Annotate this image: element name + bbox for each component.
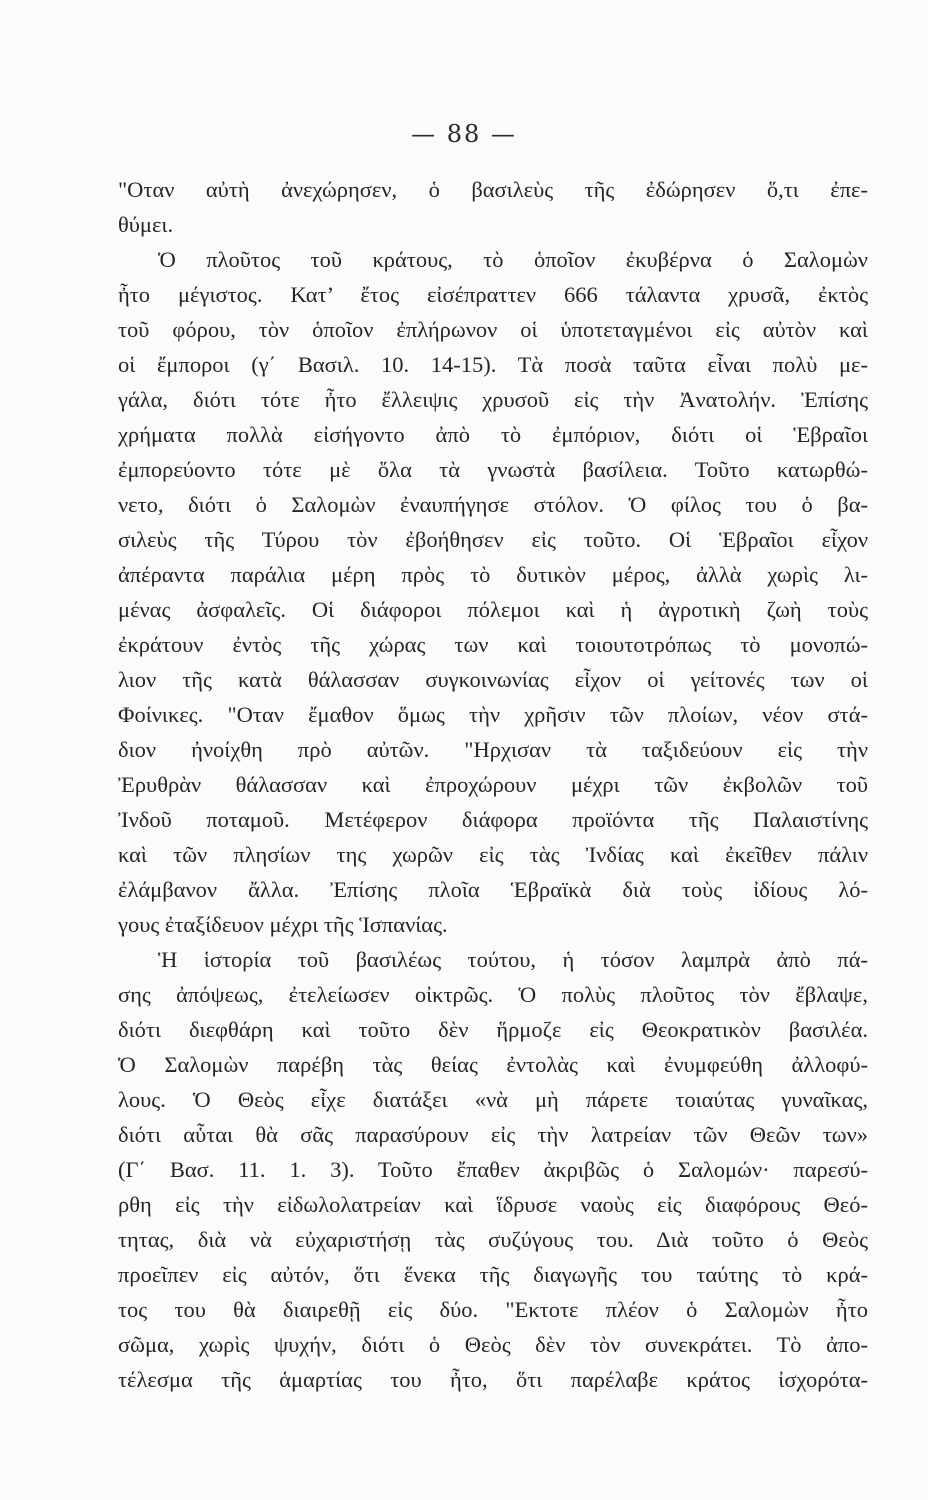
text-line: ἐμπορεύοντο τότε μὲ ὅλα τὰ γνωστὰ βασίλεια. Τοῦτο κατωρθώ-: [118, 457, 868, 482]
text-line: ἐκράτουν ἐντὸς τῆς χώρας των καὶ τοιουτοτρόπως τὸ μονοπώ-: [118, 632, 868, 657]
text-line: ἦτο μέγιστος. Κατ’ ἔτος εἰσέπραττεν 666 τάλαντα χρυσᾶ, ἐκτὸς: [118, 282, 868, 307]
text-line: Ἡ ἱστορία τοῦ βασιλέως τούτου, ἡ τόσον λαμπρὰ ἀπὸ πά-: [158, 947, 868, 972]
page-number: — 88 —: [411, 120, 517, 148]
text-line: τος του θὰ διαιρεθῇ εἰς δύο. "Εκτοτε πλέον ὁ Σαλομὼν ἦτο: [118, 1297, 868, 1322]
text-line: λιον τῆς κατὰ θάλασσαν συγκοινωνίας εἶχον οἱ γείτονές των οἱ: [118, 667, 868, 692]
text-line: Ἐρυθρὰν θάλασσαν καὶ ἐπροχώρουν μέχρι τῶν ἐκβολῶν τοῦ: [118, 772, 868, 797]
text-line: ρθη εἰς τὴν εἰδωλολατρείαν καὶ ἵδρυσε ναοὺς εἰς διαφόρους Θεό-: [118, 1192, 868, 1217]
text-line: σης ἀπόψεως, ἐτελείωσεν οἰκτρῶς. Ὁ πολὺς πλοῦτος τὸν ἔβλαψε,: [118, 982, 868, 1007]
text-line: τοῦ φόρου, τὸν ὁποῖον ἐπλήρωνον οἱ ὑποτεταγμένοι εἰς αὐτὸν καὶ: [118, 317, 868, 342]
text-line: καὶ τῶν πλησίων της χωρῶν εἰς τὰς Ἰνδίας καὶ ἐκεῖθεν πάλιν: [118, 842, 868, 867]
text-line: Ὁ πλοῦτος τοῦ κράτους, τὸ ὁποῖον ἐκυβέρνα ὁ Σαλομὼν: [158, 247, 868, 272]
text-line: λους. Ὁ Θεὸς εἶχε διατάξει «νὰ μὴ πάρετε τοιαύτας γυναῖκας,: [118, 1087, 868, 1112]
text-line: σιλεὺς τῆς Τύρου τὸν ἐβοήθησεν εἰς τοῦτο. Οἱ Ἑβραῖοι εἶχον: [118, 527, 868, 552]
text-line: διον ἠνοίχθη πρὸ αὐτῶν. "Ηρχισαν τὰ ταξιδεύουν εἰς τὴν: [118, 737, 868, 762]
text-line: νετο, διότι ὁ Σαλομὼν ἐναυπήγησε στόλον. Ὁ φίλος του ὁ βα-: [118, 492, 868, 517]
text-line: ἐλάμβανον ἄλλα. Ἐπίσης πλοῖα Ἑβραϊκὰ διὰ τοὺς ἰδίους λό-: [118, 877, 868, 902]
body-text: [118, 172, 868, 1397]
text-line: μένας ἀσφαλεῖς. Οἱ διάφοροι πόλεμοι καὶ ἡ ἀγροτικὴ ζωὴ τοὺς: [118, 597, 868, 622]
text-line: τητας, διὰ νὰ εὐχαριστήσῃ τὰς συζύγους του. Διὰ τοῦτο ὁ Θεὸς: [118, 1227, 868, 1252]
text-line: (Γ΄ Βασ. 11. 1. 3). Τοῦτο ἔπαθεν ἀκριβῶς ὁ Σαλομών· παρεσύ-: [118, 1157, 868, 1182]
text-line: χρήματα πολλὰ εἰσήγοντο ἀπὸ τὸ ἐμπόριον, διότι οἱ Ἑβραῖοι: [118, 422, 868, 447]
text-line: γάλα, διότι τότε ἦτο ἔλλειψις χρυσοῦ εἰς τὴν Ἀνατολήν. Ἐπίσης: [118, 387, 868, 412]
text-line: Ἰνδοῦ ποταμοῦ. Μετέφερον διάφορα προϊόντα τῆς Παλαιστίνης: [118, 807, 868, 832]
text-line: Ὁ Σαλομὼν παρέβη τὰς θείας ἐντολὰς καὶ ἐνυμφεύθη ἀλλοφύ-: [118, 1052, 868, 1077]
text-line: γους ἐταξίδευον μέχρι τῆς Ἱσπανίας.: [118, 912, 448, 937]
text-line: διότι αὗται θὰ σᾶς παρασύρουν εἰς τὴν λατρείαν τῶν Θεῶν των»: [118, 1122, 868, 1147]
text-line: οἱ ἔμποροι (γ΄ Βασιλ. 10. 14-15). Τὰ ποσὰ ταῦτα εἶναι πολὺ με-: [118, 352, 868, 377]
text-line: "Οταν αὐτὴ ἀνεχώρησεν, ὁ βασιλεὺς τῆς ἐδώρησεν ὅ,τι ἐπε-: [118, 177, 868, 202]
text-line: διότι διεφθάρη καὶ τοῦτο δὲν ἥρμοζε εἰς Θεοκρατικὸν βασιλέα.: [118, 1017, 868, 1042]
text-line: ἀπέραντα παράλια μέρη πρὸς τὸ δυτικὸν μέρος, ἀλλὰ χωρὶς λι-: [118, 562, 868, 587]
text-line: σῶμα, χωρὶς ψυχήν, διότι ὁ Θεὸς δὲν τὸν συνεκράτει. Τὸ ἀπο-: [118, 1332, 868, 1357]
text-line: θύμει.: [118, 212, 174, 237]
text-line: Φοίνικες. "Οταν ἔμαθον ὅμως τὴν χρῆσιν τῶν πλοίων, νέον στά-: [118, 702, 868, 727]
text-line: προεῖπεν εἰς αὐτόν, ὅτι ἕνεκα τῆς διαγωγῆς του ταύτης τὸ κρά-: [118, 1262, 868, 1287]
text-line: τέλεσμα τῆς ἁμαρτίας του ἦτο, ὅτι παρέλαβε κράτος ἰσχορότα-: [118, 1367, 868, 1392]
